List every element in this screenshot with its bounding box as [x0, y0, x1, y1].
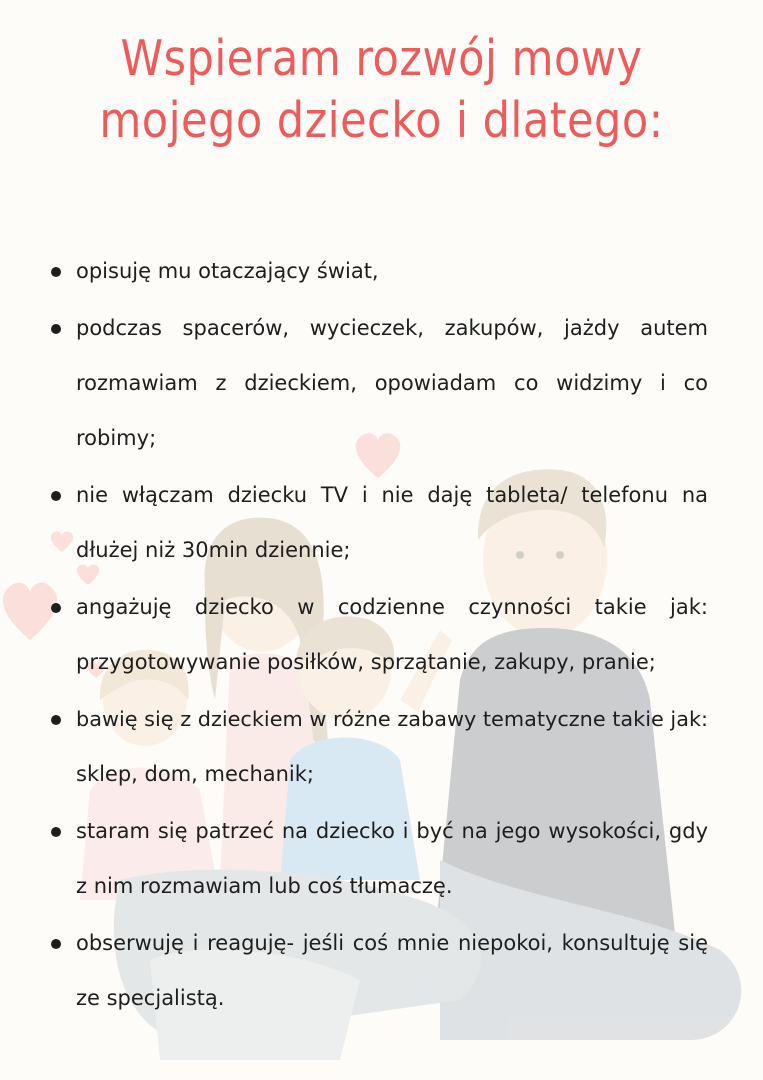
list-item-line: angażuję dziecko w codzienne czynności takie jak:: [76, 595, 708, 619]
bullet-icon: [51, 827, 61, 837]
bullet-icon: [51, 939, 61, 949]
title-line-2: mojego dziecko i dlatego:: [99, 92, 664, 149]
list-item-line: dłużej niż 30min dziennie;: [76, 538, 351, 562]
list-item: [0, 244, 763, 299]
list-item-line: bawię się z dzieckiem w różne zabawy tematyczne takie jak:: [76, 707, 708, 731]
list-item: [0, 468, 763, 578]
list-item-line: opisuję mu otaczający świat,: [76, 259, 379, 283]
bullet-icon: [51, 491, 61, 501]
list-item-line: z nim rozmawiam lub coś tłumaczę.: [76, 874, 453, 898]
list-item: [0, 692, 763, 802]
page-title: [63, 28, 699, 152]
list-item-line: nie włączam dziecku TV i nie daję tableta/ telefonu na: [76, 483, 708, 507]
list-item-line: podczas spacerów, wycieczek, zakupów, jażdy autem: [76, 316, 708, 340]
list-item-line: przygotowywanie posiłków, sprzątanie, zakupy, pranie;: [76, 650, 656, 674]
title-line-1: Wspieram rozwój mowy: [120, 30, 643, 87]
list-item-line: staram się patrzeć na dziecko i być na jego wysokości, gdy: [76, 819, 708, 843]
list-item-line: rozmawiam z dzieckiem, opowiadam co widzimy i co: [76, 371, 708, 395]
tips-list: [0, 244, 763, 1028]
list-item-line: ze specjalistą.: [76, 986, 225, 1010]
list-item: [0, 916, 763, 1026]
list-item: [0, 804, 763, 914]
list-item: [0, 301, 763, 466]
bullet-icon: [51, 715, 61, 725]
list-item-line: sklep, dom, mechanik;: [76, 762, 315, 786]
list-item: [0, 580, 763, 690]
list-item-line: obserwuję i reaguję- jeśli coś mnie niepokoi, konsultuję się: [76, 931, 708, 955]
list-item-line: robimy;: [76, 426, 157, 450]
bullet-icon: [51, 324, 61, 334]
bullet-icon: [51, 267, 61, 277]
bullet-icon: [51, 603, 61, 613]
